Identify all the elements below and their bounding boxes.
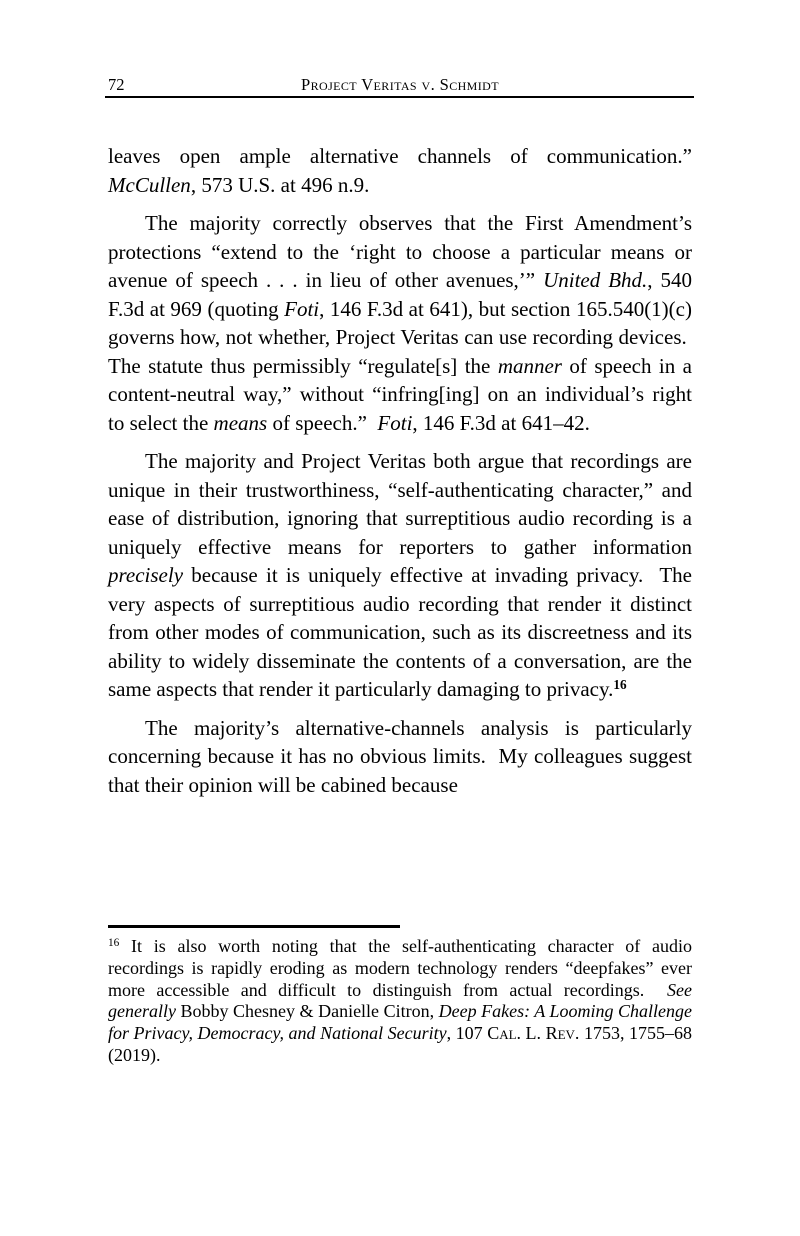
text-run: of speech in a content-neutral way,” without “infring[ing] on an individual’s right to select the [108,353,692,435]
text-run: Deep Fakes: A Looming Challenge for Privacy, Democracy, and National Security [108,1001,693,1044]
text-run: because it is uniquely effective at invading privacy. The very aspects of surreptitious audio recording that render it distinct from other modes of communication, such as its discreetness and its ability to widely disseminate the contents of a conversation, are the same aspects that render it particularly damaging to privacy. [108,563,692,701]
page-number: 72 [108,75,125,94]
body-paragraph [108,142,692,199]
text-run: Bobby Chesney & Danielle Citron, [175,1001,439,1022]
footnote-marker: 16 [613,677,627,693]
text-run: The majority correctly observes that the First Amendment’s protections “extend to the ‘right to choose a particular means or avenue of speech . . . in lieu of other avenues,’” [108,211,692,292]
footnote [108,936,692,1067]
text-run: It is also worth noting that the self-authenticating character of audio recordings is rapidly eroding as modern technology renders “deepfakes” ever more accessible and difficult to distinguish from actual recordings. [108,936,692,1000]
page-header [108,75,692,95]
header-rule [105,96,694,98]
text-run: , 146 F.3d at 641), but section 165.540(1)(c) governs how, not whether, Project Veritas can use recording devices. The statute thus permissibly “regulate[s] the [108,296,692,378]
opinion-text [108,142,692,799]
text-run: leaves open ample alternative channels of communication.” [108,144,692,168]
text-run: of speech.” [267,410,378,435]
text-run: precisely [108,563,184,587]
text-run: See generally [108,979,692,1022]
text-run: The majority and Project Veritas both argue that recordings are unique in their trustworthiness, “self-authenticating character,” and ease of distribution, ignoring that surreptitious audio recording is a uniquely effective means for reporters to gather information [108,449,692,559]
footnote-separator [108,925,400,928]
text-run: Cal. L. Rev. [487,1023,580,1044]
text-run: The majority’s alternative-channels analysis is particularly concerning because it has no obvious limits. My colleagues suggest that their opinion will be cabined because [108,715,692,797]
text-run: , 107 [446,1023,488,1044]
footnote-text [108,936,692,1067]
body-paragraph [108,447,692,704]
text-run: means [213,410,268,435]
text-run: Foti [284,296,320,321]
text-run: manner [497,353,562,378]
footnote-marker: 16 [108,937,120,950]
case-title: Project Veritas v. Schmidt [301,75,499,94]
text-run: Foti [377,410,413,435]
body-paragraph [108,714,692,800]
text-run: , 146 F.3d at 641–42. [412,410,590,435]
text-run: , 573 U.S. at 496 n.9. [190,172,370,197]
body-paragraph [108,209,692,437]
text-run: , 540 F.3d at 969 (quoting [108,268,693,321]
text-run: 1753, 1755–68 (2019). [108,1023,693,1065]
text-run: United Bhd. [543,268,648,292]
text-run: McCullen [108,172,191,197]
